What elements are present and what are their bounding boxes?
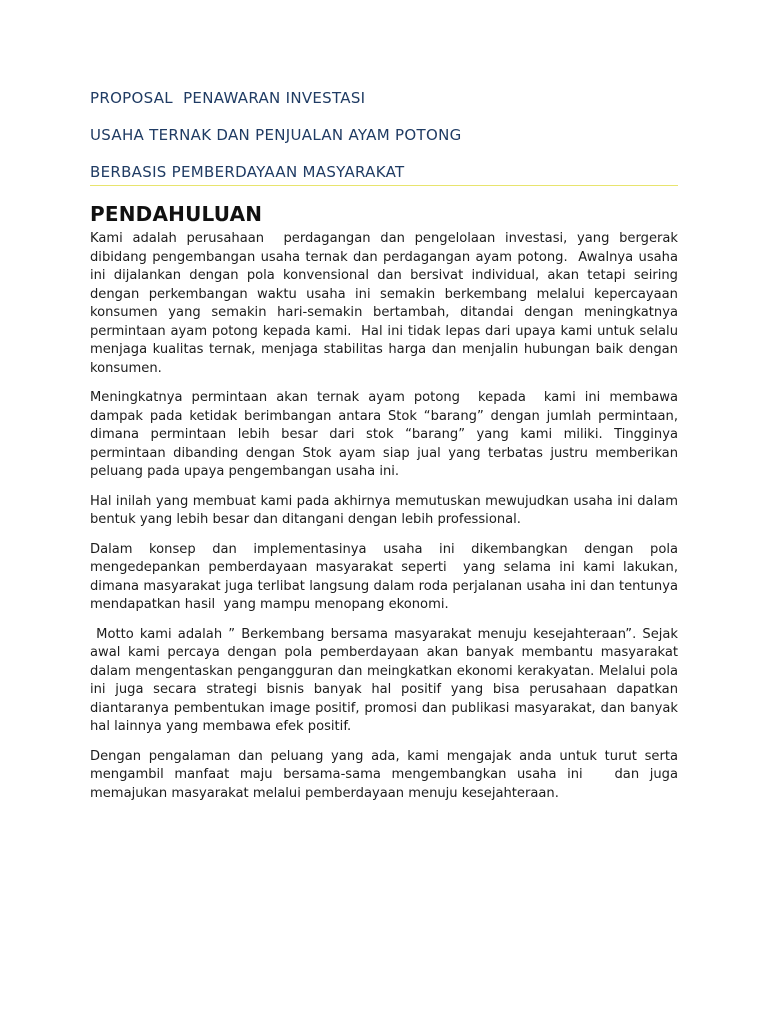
paragraph-2: Meningkatnya permintaan akan ternak ayam potong kepada kami ini membawa dampak pada ketidak berimbangan antara Stok “barang” dengan jumlah permintaan, dimana permintaan lebih besar dari stok “barang” yang kami miliki. Tingginya permintaan dibanding dengan Stok ayam siap jual yang terbatas justru memberikan peluang pada upaya pengembangan usaha ini. — [90, 390, 683, 479]
paragraph-5: Motto kami adalah ” Berkembang bersama masyarakat menuju kesejahteraan”. Sejak awal kami percaya dengan pola pemberdayaan akan banyak membantu masyarakat dalam mengentaskan pengangguran dan meingkatkan ekonomi kerakyatan. Melalui pola ini juga secara strategi bisnis banyak hal positif yang bisa perusahaan dapatkan diantaranya pembentukan image positif, promosi dan publikasi masyarakat, dan banyak hal lainnya yang membawa efek positif. — [90, 626, 687, 734]
proposal-title — [90, 0, 678, 186]
document-page — [90, 0, 687, 803]
section-heading: PENDAHULUAN — [90, 202, 263, 226]
paragraph-3: Hal inilah yang membuat kami pada akhirnya memutuskan mewujudkan usaha ini dalam bentuk yang lebih besar dan ditangani dengan lebih professional. — [90, 493, 683, 527]
title-line-2: USAHA TERNAK DAN PENJUALAN AYAM POTONG — [90, 126, 462, 144]
title-line-1: PROPOSAL PENAWARAN INVESTASI — [90, 89, 366, 107]
title-underline — [90, 185, 678, 186]
paragraph-1: Kami adalah perusahaan perdagangan dan pengelolaan investasi, yang bergerak dibidang pengembangan usaha ternak dan perdagangan ayam potong. Awalnya usaha ini dijalankan dengan pola konvensional dan bersivat individual, akan tetapi seiring dengan perkembangan waktu usaha ini semakin berkembang melalui kepercayaan konsumen yang semakin hari-semakin bertambah, ditandai dengan meningkatnya permintaan ayam potong kepada kami. Hal ini tidak lepas dari upaya kami untuk selalu menjaga kualitas ternak, menjaga stabilitas harga dan menjalin hubungan baik dengan konsumen. — [90, 231, 683, 376]
paragraph-4: Dalam konsep dan implementasinya usaha ini dikembangkan dengan pola mengedepankan pemberdayaan masyarakat seperti yang selama ini kami lakukan, dimana masyarakat juga terlibat langsung dalam roda perjalanan usaha ini dan tentunya mendapatkan hasil yang mampu menopang ekonomi. — [90, 541, 683, 612]
title-line-3: BERBASIS PEMBERDAYAAN MASYARAKAT — [90, 163, 405, 181]
paragraph-6: Dengan pengalaman dan peluang yang ada, kami mengajak anda untuk turut serta mengambil manfaat maju bersama-sama mengembangkan usaha ini dan juga memajukan masyarakat melalui pemberdayaan menuju kesejahteraan. — [90, 748, 683, 801]
